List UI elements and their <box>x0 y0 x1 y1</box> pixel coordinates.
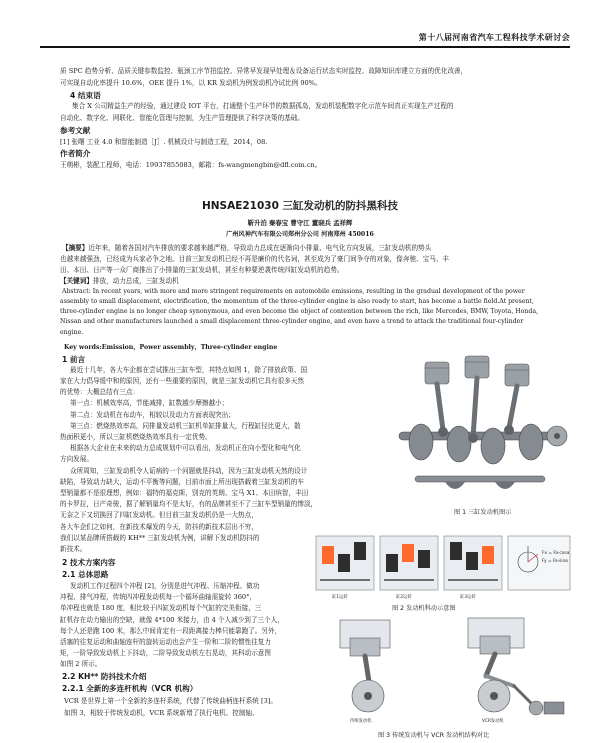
keywords-cn: 【关键词】排放，动力总成，三缸发动机 <box>60 277 179 285</box>
s221-line1: VCR 是世界上第一个全新的多连杆系统，代替了传统曲柄连杆系统 [3]。 <box>64 697 277 705</box>
intro-line3: 的优势：大概总结有三点： <box>60 388 140 396</box>
prev-refs-title: 参考文献 <box>60 126 91 135</box>
conference-title: 第十八届河南省汽车工程科技学术研讨会 <box>418 33 570 42</box>
figure1-caption: 图 1 三缸发动机图示 <box>454 509 512 516</box>
prev-conclusion-line1: 集合 X 公司精益生产的经验，通过建设 IOT 平台，打通整个生产环节的数据孤岛，发动机装配数字化示范车间真正实现生产过程的 <box>72 102 454 110</box>
s21-line2: 冲程、排气冲程，传统四冲程发动机每一个循环曲轴需旋转 360°， <box>60 593 257 601</box>
known-line5: 无奈之下又切换回了四缸发动机。但目前三缸发动机仍是一大热点， <box>60 511 258 519</box>
s21-line3: 单冲程也就是 180 度，相比较于四缸发动机每个气缸的完美衔接，三 <box>60 604 262 612</box>
fig2-eq2: Fy = Fa·sinα <box>542 559 569 564</box>
figure3-caption: 图 3 传统发动机与 VCR 发动机结构对比 <box>378 732 490 739</box>
known-line8: 新技术。 <box>60 545 87 553</box>
known-line2: 缺陷，导致动力缺大，运动不平衡等问题，目前市面上所出现搭载着三缸发动机的车 <box>60 478 304 486</box>
section22-title: 2.2 KH** 防抖技术介绍 <box>62 672 147 681</box>
abstract-en-line4: Nissan and other manufacturers launched a small displacement three-cylinder engine, and even have a trend to attack the traditional four-cylinder <box>60 318 524 325</box>
prev-ref1: [1] 张曙 工业 4.0 和智能制造［J］. 机械设计与制造工程，2014，08. <box>60 138 268 146</box>
known-line6: 各大车企们之如何，在新技术爆发的今天，防抖的新技术层出不穷， <box>60 523 258 531</box>
header-rule <box>40 46 570 48</box>
known-line7: 我们以某品牌所搭载的 KH** 三缸发动机为例，讲解下发动机防抖的 <box>60 534 260 542</box>
paper-affiliation: 广州风神汽车有限公司郑州分公司 河南郑州 450016 <box>226 231 374 238</box>
fig2-sub1: 缸1运转 <box>332 595 348 600</box>
development-line2: 方向发展。 <box>60 455 93 463</box>
fig2-force-diagram <box>508 536 570 590</box>
figure2-caption: 图 2 发动机科动示意图 <box>392 605 456 612</box>
advantage-3-line2: 热面积更小，所以三缸机燃烧热效率具有一定优势。 <box>60 433 212 441</box>
keywords-cn-label: 【关键词】 <box>60 277 93 285</box>
abstract-cn-line1: 【摘要】近年来，随着各国对汽车排放的要求越来越严格，导致动力总成在逐渐向小排量、电气化方向发展，三缸发动机的势头 <box>62 244 432 252</box>
paper-title: HNSAE21030 三缸发动机的防抖黑科技 <box>201 200 399 212</box>
s21-line6: 活塞的往复运动和曲轴连杆的旋转运动也会产生一阶和二阶的惯性往复力 <box>60 638 271 646</box>
prev-conclusion-line2: 自动化、数字化、网联化、智能化管理与控制，为生产管理提供了科学决策的基础。 <box>60 114 304 122</box>
advantage-3-line1: 第三点：燃烧热效率高，同排量发动机三缸机单缸排量大，行程缸径比更大，散 <box>70 422 301 430</box>
development-line1: 根据各大企业在未来的动力总成规划中可以看出，发动机正在向小型化和电气化 <box>70 444 301 452</box>
section21-title: 2.1 总体思路 <box>62 570 109 579</box>
abstract-en-line1: Abstract: In recent years, with more and more stringent requirements on automobile emissions, resulting in the gradual development of the power <box>62 288 525 295</box>
prev-author-info-title: 作者简介 <box>60 149 91 158</box>
page-header <box>0 0 600 48</box>
known-line4: 的卡罗拉，日产奇骏，据了解销量均不是太好，有的品牌甚至不了三缸车型销量的惨淡， <box>60 500 318 508</box>
abstract-cn-label: 【摘要】 <box>62 244 89 252</box>
advantage-1: 第一点：机械效率高，节能减排，缸数越少摩擦越小； <box>70 399 229 407</box>
keywords-en: Key words:Emission，Power assembly，Three-cylinder engine <box>64 344 278 351</box>
prev-para1-line1: 质 SPC 趋势分析、品质关键参数监控、瓶颈工序节拍监控、异常早发现早处理＆设备运行状态实时监控、故障知识库建立方面的优化改善， <box>60 67 468 75</box>
section221-title: 2.2.1 全新的多连杆机构（VCR 机构） <box>62 684 198 693</box>
s21-line8: 如图 2 所示。 <box>60 660 102 668</box>
prev-section4-title: 4 结束语 <box>70 91 101 100</box>
abstract-en-line3: three-cylinder engine is no longer cheap synonymous, and even become the object of contention between the rich, like Mercedes, BMW, Toyota, Honda, <box>60 308 538 315</box>
s21-line1: 发动机工作过程四个冲程 [2]，分别是进气冲程、压缩冲程、做功 <box>70 582 260 590</box>
s21-line7: 矩，一阶导致发动机上下抖动，二阶导致发动机左右晃动，其科动示意图 <box>60 649 271 657</box>
intro-line2: 家在大力倡导缓中和的原因，还有一些重要的原因，就是三缸发动机它具有很多天然 <box>60 377 304 385</box>
s221-line2: 如图 3，相较于传统发动机，VCR 系统新增了执行电机、控制轴、 <box>64 709 259 717</box>
figure3-diagram <box>318 616 574 728</box>
abstract-en-line2: assembly to small displacement, electrification, the momentum of the three-cylinder engine is also ready to start, has become a battle field.At present, <box>60 298 534 305</box>
section2-title: 2 技术方案内容 <box>62 558 116 567</box>
advantage-2: 第二点：发动机在布动车，相较以及动力方面表现突出； <box>70 411 235 419</box>
fig3-right-label: VCR发动机 <box>482 719 504 724</box>
figure1-engine-illustration <box>385 352 575 502</box>
intro-line1: 最近十几年，各大车企都在尝试推出三缸车型，其特点如图 1，除了排放政策、国 <box>70 366 308 374</box>
s21-line5: 每个人还是跑 100 米，那么中间肯定有一段距离接力棒只能靠跑了。另外， <box>60 627 282 635</box>
fig3-left-label: 传统发动机 <box>350 719 372 724</box>
figure2-diagram <box>312 532 574 614</box>
prev-author-info: 王萌彬，装配工程师，电话：19937855083，邮箱：fs-wangmengbin@dfl.com.cn。 <box>60 161 322 169</box>
abstract-cn-line3: 田、本田、日产等一众厂商推出了小排量的三缸发动机，甚至有种要逆袭传统四缸发动机的趋势。 <box>60 266 344 274</box>
section1-title: 1 前言 <box>62 355 86 364</box>
fig2-sub3: 缸3运转 <box>460 595 476 600</box>
known-line1: 众所周知，三缸发动机令人诟病的一个问题就是抖动，因为三缸发动机天然的设计 <box>70 467 308 475</box>
known-line3: 型销量都不是很理想，例如：福特的福克斯，别克的英朗、宝马 X1、本田缤智，丰田 <box>60 489 309 497</box>
paper-authors: 靳升泊 秦春宝 曹守江 董晓兵 孟祥辉 <box>247 219 353 227</box>
fig2-eq1: Fx = Fa·cosα <box>542 551 570 556</box>
abstract-cn-line2: 也越来越强劲，已经成为兵家必争之地。目前三缸发动机已经不再是廉价的代名词，甚至成为了豪门间争夺的对象，像奔驰、宝马、丰 <box>60 255 450 263</box>
abstract-en-line5: engine. <box>60 329 84 336</box>
s21-line4: 缸机存在动力输出的空缺，就像 4*100 米接力，由 4 个人减少到了三个人， <box>60 616 284 624</box>
fig2-sub2: 缸2运转 <box>396 595 412 600</box>
prev-para1-line2: 可实现自动化率提升 10.6%，OEE 提升 1%，以 KR 发动机为例发动机冷试比例 90%。 <box>60 79 322 87</box>
